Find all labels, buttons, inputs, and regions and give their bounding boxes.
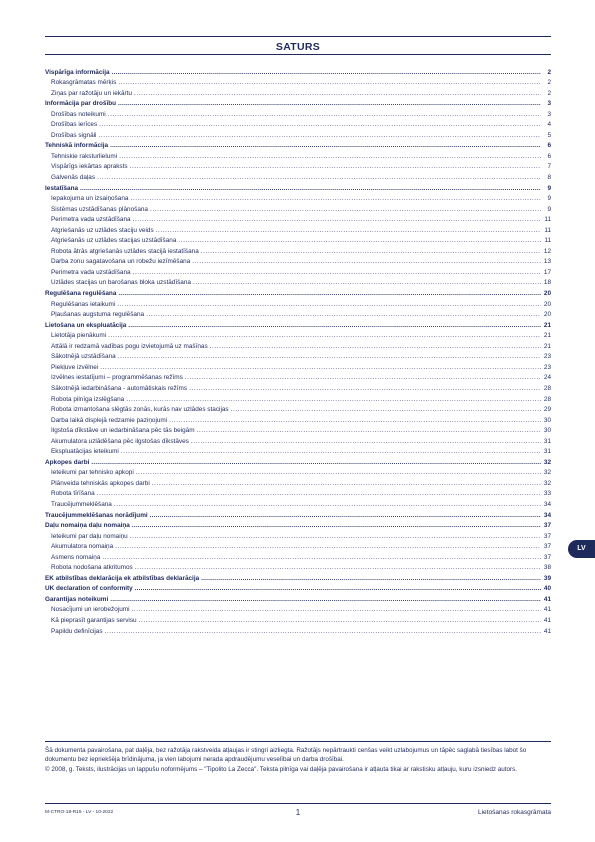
toc-entry[interactable] xyxy=(45,299,551,310)
toc-entry-page: 2 xyxy=(547,68,551,76)
toc-entry-label: Perimetra vada uzstādīšana xyxy=(51,268,131,276)
toc-entry-label: Atgriešanās uz uzlādes staciju veids xyxy=(51,226,154,234)
toc-entry[interactable] xyxy=(45,447,551,458)
toc-dot-leader xyxy=(117,300,541,310)
language-tab: LV xyxy=(568,540,595,558)
toc-dot-leader xyxy=(100,363,541,373)
toc-entry-page: 28 xyxy=(543,395,551,403)
toc-entry[interactable] xyxy=(45,215,551,226)
toc-entry-label: Drošības ierīces xyxy=(51,121,98,129)
toc-entry[interactable] xyxy=(45,204,551,215)
toc-dot-leader xyxy=(97,489,541,499)
toc-dot-leader xyxy=(146,310,541,320)
toc-dot-leader xyxy=(133,215,541,225)
toc-entry[interactable] xyxy=(45,67,551,78)
toc-entry[interactable] xyxy=(45,78,551,89)
toc-entry-label: Uzlādes stacijas un barošanas bloka uzstādīšana xyxy=(51,279,191,287)
toc-entry-label: Ilgstoša dīkstāve un iedarbināšana pēc tās beigām xyxy=(51,427,195,435)
toc-entry-page: 29 xyxy=(543,406,551,414)
toc-entry-page: 20 xyxy=(543,290,551,298)
toc-entry-label: Papildu definīcijas xyxy=(51,627,103,635)
toc-entry[interactable] xyxy=(45,394,551,405)
toc-entry-page: 32 xyxy=(543,469,551,477)
toc-entry[interactable] xyxy=(45,320,551,331)
toc-entry-label: Robota ātrās atgriešanās uzlādes stacijā iestatīšana xyxy=(51,247,199,255)
toc-entry-label: Traucējummeklēšanas norādījumi xyxy=(45,511,148,519)
toc-entry[interactable] xyxy=(45,257,551,268)
toc-entry-page: 7 xyxy=(547,163,551,171)
toc-entry[interactable] xyxy=(45,331,551,342)
toc-entry[interactable] xyxy=(45,373,551,384)
toc-entry-label: Apkopes darbi xyxy=(45,458,90,466)
toc-entry-page: 24 xyxy=(543,374,551,382)
toc-entry-page: 4 xyxy=(547,121,551,129)
toc-entry-page: 32 xyxy=(543,458,551,466)
toc-dot-leader xyxy=(119,152,541,162)
toc-dot-leader xyxy=(108,110,541,120)
toc-entry-page: 41 xyxy=(543,627,551,635)
toc-dot-leader xyxy=(118,352,541,362)
toc-entry-label: Vispārīga informācija xyxy=(45,68,110,76)
toc-entry-label: EK atbilstības deklarācija ek atbilstības deklarācija xyxy=(45,574,200,582)
toc-entry-page: 39 xyxy=(543,574,551,582)
toc-entry-page: 37 xyxy=(543,532,551,540)
toc-entry[interactable] xyxy=(45,141,551,152)
toc-dot-leader xyxy=(108,331,541,341)
toc-entry[interactable] xyxy=(45,457,551,468)
toc-entry[interactable] xyxy=(45,310,551,321)
toc-dot-leader xyxy=(126,395,541,405)
toc-dot-leader xyxy=(150,511,541,521)
toc-entry[interactable] xyxy=(45,109,551,120)
toc-entry[interactable] xyxy=(45,573,551,584)
toc-entry[interactable] xyxy=(45,194,551,205)
toc-entry-page: 37 xyxy=(543,553,551,561)
toc-entry-page: 5 xyxy=(547,131,551,139)
toc-entry-page: 21 xyxy=(543,332,551,340)
toc-entry[interactable] xyxy=(45,426,551,437)
toc-entry-page: 31 xyxy=(543,437,551,445)
page-title: SATURS xyxy=(275,41,321,53)
toc-entry-label: Atgriešanās uz uzlādes stacijas uzstādīšana xyxy=(51,237,177,245)
toc-dot-leader xyxy=(118,289,541,299)
toc-dot-leader xyxy=(105,627,541,637)
toc-entry-page: 9 xyxy=(547,205,551,213)
manual-name: Lietošanas rokasgrāmata xyxy=(478,809,551,816)
toc-dot-leader xyxy=(130,162,541,172)
toc-entry-page: 32 xyxy=(543,479,551,487)
toc-entry-page: 20 xyxy=(543,311,551,319)
toc-entry-page: 23 xyxy=(543,353,551,361)
toc-dot-leader xyxy=(192,257,541,267)
toc-entry[interactable] xyxy=(45,172,551,183)
toc-dot-leader xyxy=(193,278,541,288)
toc-dot-leader xyxy=(130,194,541,204)
toc-entry[interactable] xyxy=(45,552,551,563)
toc-entry[interactable] xyxy=(45,225,551,236)
toc-entry-page: 37 xyxy=(543,543,551,551)
toc-entry-label: Robota pilnīga izslēgšana xyxy=(51,395,125,403)
toc-entry-label: Akumulatora uzlādēšana pēc ilgstošas dīkstāves xyxy=(51,437,189,445)
toc-entry-page: 31 xyxy=(543,448,551,456)
toc-entry-label: Darba laikā displejā redzamie paziņojumi xyxy=(51,416,168,424)
toc-dot-leader xyxy=(231,405,541,415)
toc-dot-leader xyxy=(99,120,541,130)
toc-entry-label: Kā pieprasīt garantijas servisu xyxy=(51,616,137,624)
notice-paragraph: © 2008, g. Teksts, ilustrācijas un lappušu noformējums – "Tipolito La Zecca". Teksta pilnīga vai daļēja pavairošana ir atļauta tikai ar rakstisku atļauju, kuru izsniedz autors. xyxy=(45,766,518,773)
toc-entry[interactable] xyxy=(45,341,551,352)
toc-dot-leader xyxy=(97,173,541,183)
toc-entry-page: 3 xyxy=(547,110,551,118)
toc-entry-page: 2 xyxy=(547,89,551,97)
toc-entry-label: Nosacījumi un ierobežojumi xyxy=(51,606,130,614)
toc-entry[interactable] xyxy=(45,605,551,616)
toc-entry-label: Izvēlnes iestatījumi – programmēšanas režīms xyxy=(51,374,183,382)
toc-dot-leader xyxy=(201,247,541,257)
toc-entry[interactable] xyxy=(45,99,551,110)
toc-entry[interactable] xyxy=(45,352,551,363)
toc-entry-page: 41 xyxy=(543,595,551,603)
toc-entry-label: Lietotāja pienākumi xyxy=(51,332,107,340)
toc-entry-label: Regulēšanas ietaikumi xyxy=(51,300,116,308)
notice-paragraph: Šā dokumenta pavairošana, pat daļēja, bez ražotāja rakstveida atļaujas ir stingri aizliegta. Ražotājs nepārtraukti cenšas veikt uzlabojumus un tāpēc saglabā tiesības labot šo dokumentu bez iepriekšēja brīdinājuma, ja vien labojumi nerada apdraudējumu veselībai un darba drošībai. xyxy=(45,747,527,763)
toc-entry-label: Pļaušanas augstuma regulēšana xyxy=(51,311,145,319)
toc-entry[interactable] xyxy=(45,615,551,626)
toc-entry-page: 11 xyxy=(544,226,551,234)
toc-dot-leader xyxy=(185,373,541,383)
toc-entry[interactable] xyxy=(45,542,551,553)
toc-entry-label: Sākotnējā iedarbināšana - automātiskais režīms xyxy=(51,384,188,392)
toc-entry-label: Tehniskie raksturlielumi xyxy=(51,152,118,160)
toc-dot-leader xyxy=(150,205,541,215)
copyright-notice xyxy=(45,741,551,775)
toc-entry-page: 41 xyxy=(543,606,551,614)
toc-dot-leader xyxy=(191,437,541,447)
toc-entry-page: 40 xyxy=(543,585,551,593)
toc-entry-label: Piekļuve izvēlnei xyxy=(51,363,99,371)
toc-entry[interactable] xyxy=(45,626,551,637)
toc-entry-label: Tehniskā informācija xyxy=(45,142,109,150)
toc-dot-leader xyxy=(128,321,541,331)
toc-dot-leader xyxy=(132,605,542,615)
toc-entry-page: 34 xyxy=(543,511,551,519)
page-footer xyxy=(45,803,551,822)
toc-entry-label: Iepakojuma un izsaiņošana xyxy=(51,195,129,203)
toc-entry[interactable] xyxy=(45,510,551,521)
toc-entry[interactable] xyxy=(45,405,551,416)
toc-entry-label: Regulēšana regulēšana xyxy=(45,290,117,298)
toc-entry-label: Drošības signāli xyxy=(51,131,97,139)
toc-dot-leader xyxy=(98,131,541,141)
toc-entry[interactable] xyxy=(45,489,551,500)
toc-entry-page: 37 xyxy=(543,522,551,530)
toc-entry[interactable] xyxy=(45,521,551,532)
toc-entry[interactable] xyxy=(45,468,551,479)
toc-entry[interactable] xyxy=(45,584,551,595)
toc-entry[interactable] xyxy=(45,236,551,247)
toc-entry-page: 21 xyxy=(543,342,551,350)
toc-entry[interactable] xyxy=(45,162,551,173)
toc-entry[interactable] xyxy=(45,88,551,99)
toc-entry-label: Robota izmantošana slēgtās zonās, kurās nav uzlādes stacijas xyxy=(51,406,229,414)
toc-entry-label: Lietošana un ekspluatācija xyxy=(45,321,127,329)
toc-dot-leader xyxy=(130,532,541,542)
toc-entry-label: Daļu nomaiņa daļu nomaiņa xyxy=(45,522,130,530)
toc-entry-page: 6 xyxy=(547,142,551,150)
toc-dot-leader xyxy=(110,595,541,605)
toc-entry-label: Asmens nomaiņa xyxy=(51,553,101,561)
toc-dot-leader xyxy=(114,500,541,510)
toc-dot-leader xyxy=(210,342,541,352)
toc-entry-label: Plānveida tehniskās apkopes darbi xyxy=(51,479,150,487)
toc-entry-label: Ziņas par ražotāju un iekārtu xyxy=(51,89,132,97)
toc-entry[interactable] xyxy=(45,415,551,426)
toc-entry-page: 11 xyxy=(544,237,551,245)
table-of-contents xyxy=(45,67,551,637)
toc-entry-label: Darba zonu sagatavošana un robežu iezīmēšana xyxy=(51,258,191,266)
toc-dot-leader xyxy=(169,416,541,426)
toc-dot-leader xyxy=(91,458,541,468)
toc-entry[interactable] xyxy=(45,499,551,510)
toc-entry-label: Robota tīrīšana xyxy=(51,490,95,498)
toc-entry-page: 34 xyxy=(543,500,551,508)
toc-dot-leader xyxy=(134,89,541,99)
toc-dot-leader xyxy=(118,99,541,109)
toc-entry-page: 9 xyxy=(547,195,551,203)
toc-entry-page: 2 xyxy=(547,79,551,87)
toc-dot-leader xyxy=(102,553,541,563)
toc-entry-label: Informācija par drošību xyxy=(45,100,117,108)
toc-dot-leader xyxy=(135,584,541,594)
toc-entry[interactable] xyxy=(45,594,551,605)
toc-entry[interactable] xyxy=(45,436,551,447)
toc-entry-label: Akumulatora nomaiņa xyxy=(51,543,114,551)
toc-entry[interactable] xyxy=(45,362,551,373)
toc-dot-leader xyxy=(139,616,541,626)
toc-entry-page: 11 xyxy=(544,216,551,224)
toc-dot-leader xyxy=(189,384,541,394)
toc-dot-leader xyxy=(197,426,541,436)
toc-entry-page: 30 xyxy=(543,416,551,424)
toc-dot-leader xyxy=(156,226,541,236)
toc-dot-leader xyxy=(112,68,541,78)
toc-entry[interactable] xyxy=(45,183,551,194)
toc-entry-label: Robota nodošana atkritumos xyxy=(51,564,133,572)
toc-dot-leader xyxy=(118,78,541,88)
toc-entry-label: Garantijas noteikumi xyxy=(45,595,109,603)
toc-entry[interactable] xyxy=(45,563,551,574)
toc-entry-page: 33 xyxy=(543,490,551,498)
toc-dot-leader xyxy=(136,468,541,478)
toc-entry[interactable] xyxy=(45,130,551,141)
document-code: M-CTRO-18-R15 - LV - 10-2022 xyxy=(45,810,114,815)
toc-entry[interactable] xyxy=(45,383,551,394)
toc-entry-label: Traucējummeklēšana xyxy=(51,500,112,508)
toc-dot-leader xyxy=(152,479,541,489)
toc-dot-leader xyxy=(80,184,541,194)
toc-entry-label: Iestatīšana xyxy=(45,184,79,192)
toc-entry-label: Galvenās daļas xyxy=(51,174,96,182)
toc-dot-leader xyxy=(132,521,541,531)
toc-entry-label: Ieteikumi par tehnisko apkopi xyxy=(51,469,134,477)
toc-entry-page: 17 xyxy=(543,268,551,276)
toc-entry-page: 12 xyxy=(543,247,551,255)
toc-entry-label: UK declaration of conformity xyxy=(45,585,133,593)
toc-entry-page: 8 xyxy=(547,174,551,182)
toc-entry-page: 30 xyxy=(543,427,551,435)
toc-entry[interactable] xyxy=(45,288,551,299)
toc-entry[interactable] xyxy=(45,267,551,278)
toc-dot-leader xyxy=(135,563,541,573)
toc-entry-page: 23 xyxy=(543,363,551,371)
toc-dot-leader xyxy=(115,542,541,552)
toc-entry[interactable] xyxy=(45,278,551,289)
toc-entry-page: 3 xyxy=(547,100,551,108)
toc-entry-page: 38 xyxy=(543,564,551,572)
toc-entry-page: 9 xyxy=(547,184,551,192)
toc-dot-leader xyxy=(121,447,541,457)
toc-entry[interactable] xyxy=(45,120,551,131)
toc-entry-page: 18 xyxy=(543,279,551,287)
toc-dot-leader xyxy=(133,268,541,278)
toc-entry-label: Rokasgrāmatas mērķis xyxy=(51,79,117,87)
toc-entry-page: 41 xyxy=(543,616,551,624)
toc-entry-label: Attālā ir redzamā vadības pogu izvietojumā uz mašīnas xyxy=(51,342,208,350)
toc-entry-label: Sistēmas uzstādīšanas plānošana xyxy=(51,205,148,213)
toc-entry-page: 28 xyxy=(543,384,551,392)
toc-entry-page: 6 xyxy=(547,152,551,160)
toc-entry-page: 13 xyxy=(543,258,551,266)
toc-dot-leader xyxy=(201,574,541,584)
toc-entry[interactable] xyxy=(45,246,551,257)
toc-dot-leader xyxy=(110,141,541,151)
toc-entry-label: Drošības noteikumi xyxy=(51,110,106,118)
toc-entry-label: Ieteikumi par daļu nomaiņu xyxy=(51,532,128,540)
toc-entry-label: Perimetra vada uzstādīšana xyxy=(51,216,131,224)
toc-entry-page: 20 xyxy=(543,300,551,308)
toc-entry-page: 21 xyxy=(543,321,551,329)
toc-entry[interactable] xyxy=(45,478,551,489)
toc-entry[interactable] xyxy=(45,151,551,162)
toc-entry[interactable] xyxy=(45,531,551,542)
toc-entry-label: Sākotnējā uzstādīšana xyxy=(51,353,116,361)
title-bar xyxy=(45,36,551,55)
page-number: 1 xyxy=(295,808,301,817)
toc-entry-label: Vispārīgs iekārtas apraksts xyxy=(51,163,128,171)
toc-entry-label: Ekspluatācijas ieteikumi xyxy=(51,448,119,456)
toc-dot-leader xyxy=(178,236,541,246)
